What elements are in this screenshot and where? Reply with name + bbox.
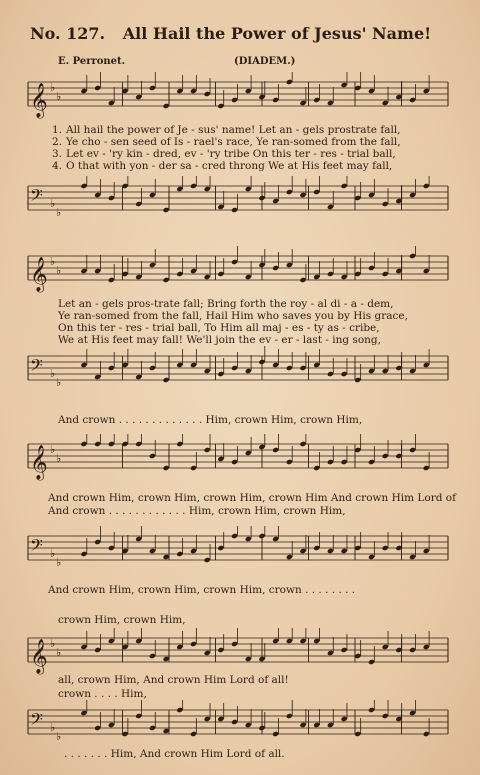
flat-icon: ♭ bbox=[50, 367, 56, 380]
bass-clef-icon: 𝄢 bbox=[30, 185, 43, 209]
flat-icon: ♭ bbox=[50, 547, 56, 560]
flat-icon: ♭ bbox=[56, 90, 62, 103]
flat-icon: ♭ bbox=[50, 443, 56, 456]
verse-b-line-3: On this ter - res - trial ball, To Him all maj - es - ty as - cribe, bbox=[58, 322, 380, 334]
verse-b-line-1: Let an - gels pros-trate fall; Bring forth the roy - al di - a - dem, bbox=[58, 298, 394, 310]
staff-system-1-bass bbox=[0, 176, 480, 226]
treble-clef-icon: 𝄞 bbox=[30, 257, 48, 292]
treble-clef-icon: 𝄞 bbox=[30, 83, 48, 118]
refrain-line-4: And crown Him, crown Him, crown Him, crown . . . . . . . . bbox=[48, 584, 356, 596]
hymn-author: E. Perronet. bbox=[58, 56, 126, 67]
verse-line-4: 4. O that with yon - der sa - cred throng We at His feet may fall, bbox=[52, 160, 393, 172]
staff-system-2-bass bbox=[0, 346, 480, 396]
verse-block-2 bbox=[58, 298, 430, 346]
flat-icon: ♭ bbox=[56, 646, 62, 659]
treble-clef-icon: 𝄞 bbox=[30, 445, 48, 480]
verse-line-2: 2. Ye cho - sen seed of Is - rael's race, Ye ran-somed from the fall, bbox=[52, 136, 401, 148]
hymn-number: No. 127. bbox=[30, 24, 106, 43]
refrain-line-7: crown . . . . Him, bbox=[58, 688, 147, 700]
refrain-line-2: And crown Him, crown Him, crown Him, crown Him And crown Him Lord of bbox=[48, 492, 456, 504]
flat-icon: ♭ bbox=[50, 197, 56, 210]
refrain-line-5: crown Him, crown Him, bbox=[58, 614, 186, 626]
hymn-tune: (DIADEM.) bbox=[234, 56, 296, 67]
flat-icon: ♭ bbox=[56, 730, 62, 743]
flat-icon: ♭ bbox=[56, 452, 62, 465]
flat-icon: ♭ bbox=[50, 637, 56, 650]
staff-system-3-treble bbox=[0, 434, 480, 484]
hymn-heading bbox=[30, 24, 431, 43]
flat-icon: ♭ bbox=[56, 264, 62, 277]
flat-icon: ♭ bbox=[56, 556, 62, 569]
treble-clef-icon: 𝄞 bbox=[30, 639, 48, 674]
hymn-title: All Hail the Power of Jesus' Name! bbox=[122, 24, 432, 43]
staff-system-2-treble bbox=[0, 246, 480, 296]
staff-system-4-bass bbox=[0, 700, 480, 750]
bass-clef-icon: 𝄢 bbox=[30, 535, 43, 559]
staff-system-1-treble bbox=[0, 72, 480, 122]
refrain-line-8: . . . . . . . Him, And crown Him Lord of all. bbox=[64, 748, 285, 760]
verse-b-line-4: We at His feet may fall! We'll join the ev - er - last - ing song, bbox=[58, 334, 381, 346]
flat-icon: ♭ bbox=[50, 721, 56, 734]
staff-system-4-treble bbox=[0, 628, 480, 678]
refrain-line-1: And crown . . . . . . . . . . . . . Him, crown Him, crown Him, bbox=[58, 414, 363, 426]
bass-clef-icon: 𝄢 bbox=[30, 355, 43, 379]
refrain-line-3: And crown . . . . . . . . . . . . Him, crown Him, crown Him, bbox=[48, 505, 346, 517]
verse-b-line-2: Ye ran-somed from the fall, Hail Him who saves you by His grace, bbox=[58, 310, 408, 322]
staff-system-3-bass bbox=[0, 526, 480, 576]
verse-block-1 bbox=[52, 124, 432, 172]
bass-clef-icon: 𝄢 bbox=[30, 709, 43, 733]
verse-line-3: 3. Let ev - 'ry kin - dred, ev - 'ry tribe On this ter - res - trial ball, bbox=[52, 148, 396, 160]
flat-icon: ♭ bbox=[50, 255, 56, 268]
flat-icon: ♭ bbox=[50, 81, 56, 94]
flat-icon: ♭ bbox=[56, 376, 62, 389]
refrain-line-6: all, crown Him, And crown Him Lord of all! bbox=[58, 674, 289, 686]
flat-icon: ♭ bbox=[56, 206, 62, 219]
verse-line-1: 1. All hail the power of Je - sus' name! Let an - gels prostrate fall, bbox=[52, 124, 401, 136]
